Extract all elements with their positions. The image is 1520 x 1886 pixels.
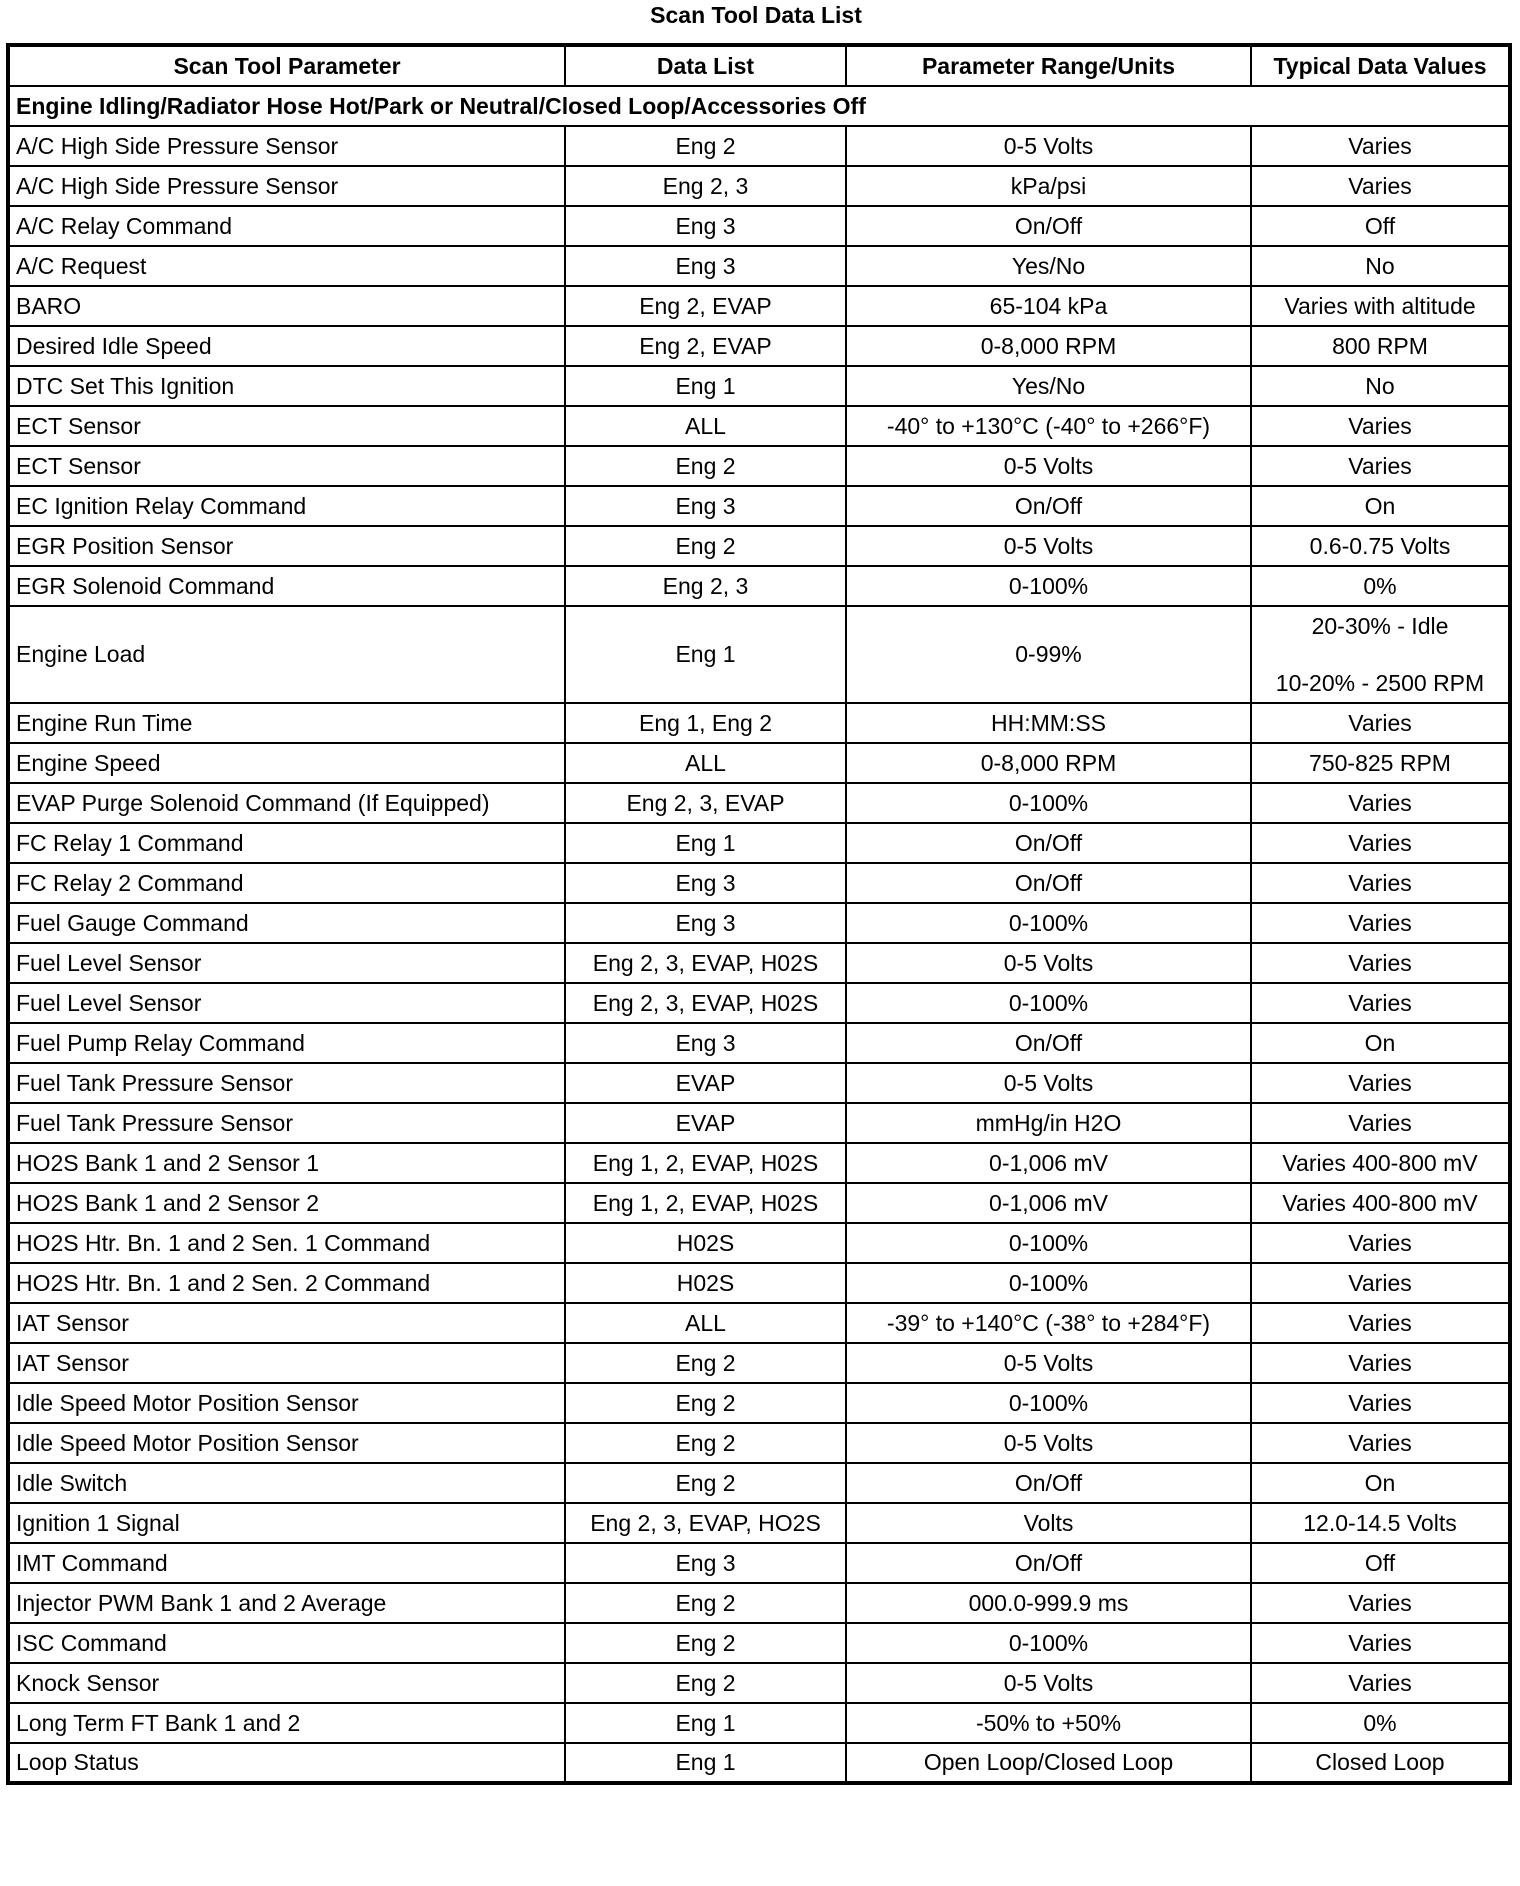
parameter-cell: Fuel Level Sensor (8, 983, 565, 1023)
data-list-cell: Eng 2, 3, EVAP, H02S (565, 943, 846, 983)
typical-value-cell: Off (1251, 1543, 1510, 1583)
parameter-cell: A/C High Side Pressure Sensor (8, 166, 565, 206)
range-units-cell: 0-100% (846, 1623, 1251, 1663)
data-list-cell: EVAP (565, 1103, 846, 1143)
table-row (8, 1623, 1510, 1663)
table-row (8, 1303, 1510, 1343)
data-list-cell: Eng 2 (565, 1583, 846, 1623)
data-list-cell: H02S (565, 1263, 846, 1303)
range-units-cell: mmHg/in H2O (846, 1103, 1251, 1143)
range-units-cell: HH:MM:SS (846, 703, 1251, 743)
range-units-cell: 0-5 Volts (846, 526, 1251, 566)
table-row (8, 406, 1510, 446)
range-units-cell: 0-1,006 mV (846, 1183, 1251, 1223)
table-row (8, 1103, 1510, 1143)
typical-value-cell: 0% (1251, 566, 1510, 606)
range-units-cell: 0-100% (846, 783, 1251, 823)
range-units-cell: On/Off (846, 1463, 1251, 1503)
range-units-cell: On/Off (846, 206, 1251, 246)
table-row (8, 1143, 1510, 1183)
range-units-cell: 0-5 Volts (846, 446, 1251, 486)
typical-value-cell: 750-825 RPM (1251, 743, 1510, 783)
table-row (8, 366, 1510, 406)
data-list-cell: Eng 2, 3, EVAP, H02S (565, 983, 846, 1023)
parameter-cell: IMT Command (8, 1543, 565, 1583)
typical-value-cell: Varies (1251, 783, 1510, 823)
typical-value-cell: Varies (1251, 823, 1510, 863)
parameter-cell: ECT Sensor (8, 406, 565, 446)
typical-value-cell: 0% (1251, 1703, 1510, 1743)
table-row (8, 783, 1510, 823)
range-units-cell: 0-100% (846, 1263, 1251, 1303)
typical-value-line: 20-30% - Idle (1311, 612, 1449, 639)
table-row (8, 1583, 1510, 1623)
data-list-cell: Eng 3 (565, 486, 846, 526)
typical-value-cell: Varies (1251, 1623, 1510, 1663)
parameter-cell: Idle Speed Motor Position Sensor (8, 1423, 565, 1463)
typical-value-cell: Varies (1251, 406, 1510, 446)
parameter-cell: Ignition 1 Signal (8, 1503, 565, 1543)
range-units-cell: 0-99% (846, 606, 1251, 703)
parameter-cell: Fuel Level Sensor (8, 943, 565, 983)
table-row (8, 566, 1510, 606)
typical-value-cell: Varies (1251, 1583, 1510, 1623)
range-units-cell: Yes/No (846, 366, 1251, 406)
parameter-cell: ISC Command (8, 1623, 565, 1663)
data-list-cell: Eng 1, Eng 2 (565, 703, 846, 743)
table-row (8, 1343, 1510, 1383)
range-units-cell: 0-100% (846, 903, 1251, 943)
table-row (8, 863, 1510, 903)
table-row (8, 606, 1510, 703)
typical-value-cell: Varies (1251, 1063, 1510, 1103)
table-row (8, 126, 1510, 166)
table-row (8, 1063, 1510, 1103)
data-list-cell: ALL (565, 743, 846, 783)
table-row (8, 1743, 1510, 1783)
table-row (8, 743, 1510, 783)
range-units-cell: -50% to +50% (846, 1703, 1251, 1743)
parameter-cell: FC Relay 1 Command (8, 823, 565, 863)
range-units-cell: 0-5 Volts (846, 126, 1251, 166)
data-list-cell: Eng 1 (565, 1743, 846, 1783)
typical-value-cell: Varies (1251, 943, 1510, 983)
typical-value-cell: Varies (1251, 1663, 1510, 1703)
parameter-cell: HO2S Htr. Bn. 1 and 2 Sen. 2 Command (8, 1263, 565, 1303)
range-units-cell: 000.0-999.9 ms (846, 1583, 1251, 1623)
data-list-cell: Eng 2, EVAP (565, 286, 846, 326)
column-header-typical-values: Typical Data Values (1251, 45, 1510, 86)
parameter-cell: IAT Sensor (8, 1343, 565, 1383)
range-units-cell: 0-5 Volts (846, 1063, 1251, 1103)
parameter-cell: Engine Load (8, 606, 565, 703)
data-list-cell: Eng 2 (565, 1463, 846, 1503)
range-units-cell: -39° to +140°C (-38° to +284°F) (846, 1303, 1251, 1343)
table-row (8, 903, 1510, 943)
parameter-cell: Fuel Tank Pressure Sensor (8, 1063, 565, 1103)
data-list-cell: Eng 3 (565, 246, 846, 286)
data-list-cell: Eng 3 (565, 1023, 846, 1063)
parameter-cell: Loop Status (8, 1743, 565, 1783)
typical-value-cell (1251, 606, 1510, 703)
range-units-cell: 0-5 Volts (846, 1663, 1251, 1703)
data-list-cell: Eng 3 (565, 206, 846, 246)
typical-value-line: 10-20% - 2500 RPM (1275, 669, 1485, 696)
typical-value-cell: Varies (1251, 983, 1510, 1023)
table-row (8, 526, 1510, 566)
parameter-cell: EGR Solenoid Command (8, 566, 565, 606)
typical-value-cell: Varies (1251, 1263, 1510, 1303)
section-heading: Engine Idling/Radiator Hose Hot/Park or Neutral/Closed Loop/Accessories Off (8, 86, 1510, 126)
table-row (8, 246, 1510, 286)
range-units-cell: On/Off (846, 1023, 1251, 1063)
typical-value-cell: On (1251, 1023, 1510, 1063)
data-list-cell: Eng 2 (565, 1343, 846, 1383)
range-units-cell: Open Loop/Closed Loop (846, 1743, 1251, 1783)
data-list-cell: Eng 1 (565, 606, 846, 703)
data-list-cell: Eng 2, 3, EVAP (565, 783, 846, 823)
typical-value-lines (1258, 613, 1502, 697)
typical-value-cell: Varies (1251, 126, 1510, 166)
parameter-cell: Desired Idle Speed (8, 326, 565, 366)
range-units-cell: On/Off (846, 863, 1251, 903)
typical-value-cell: Varies 400-800 mV (1251, 1183, 1510, 1223)
parameter-cell: EC Ignition Relay Command (8, 486, 565, 526)
typical-value-cell: Varies with altitude (1251, 286, 1510, 326)
table-row (8, 286, 1510, 326)
typical-value-cell: Closed Loop (1251, 1743, 1510, 1783)
parameter-cell: A/C High Side Pressure Sensor (8, 126, 565, 166)
range-units-cell: 65-104 kPa (846, 286, 1251, 326)
table-row (8, 166, 1510, 206)
parameter-cell: FC Relay 2 Command (8, 863, 565, 903)
data-list-cell: Eng 2 (565, 126, 846, 166)
table-row (8, 983, 1510, 1023)
range-units-cell: Volts (846, 1503, 1251, 1543)
table-row (8, 1463, 1510, 1503)
range-units-cell: kPa/psi (846, 166, 1251, 206)
table-header-row (8, 45, 1510, 86)
range-units-cell: 0-100% (846, 1383, 1251, 1423)
range-units-cell: On/Off (846, 823, 1251, 863)
parameter-cell: Idle Switch (8, 1463, 565, 1503)
typical-value-cell: Varies (1251, 703, 1510, 743)
data-list-cell: Eng 1 (565, 823, 846, 863)
range-units-cell: 0-1,006 mV (846, 1143, 1251, 1183)
typical-value-cell: Varies (1251, 1383, 1510, 1423)
typical-value-cell: 800 RPM (1251, 326, 1510, 366)
range-units-cell: 0-100% (846, 1223, 1251, 1263)
data-list-cell: Eng 2, 3 (565, 166, 846, 206)
typical-value-cell: Varies (1251, 446, 1510, 486)
data-list-cell: Eng 2, 3, EVAP, HO2S (565, 1503, 846, 1543)
parameter-cell: HO2S Bank 1 and 2 Sensor 1 (8, 1143, 565, 1183)
parameter-cell: EVAP Purge Solenoid Command (If Equipped) (8, 783, 565, 823)
table-row (8, 446, 1510, 486)
table-row (8, 1543, 1510, 1583)
parameter-cell: Knock Sensor (8, 1663, 565, 1703)
parameter-cell: IAT Sensor (8, 1303, 565, 1343)
table-row (8, 1023, 1510, 1063)
data-list-cell: Eng 2 (565, 446, 846, 486)
range-units-cell: On/Off (846, 1543, 1251, 1583)
data-list-cell: ALL (565, 406, 846, 446)
data-list-cell: Eng 1 (565, 366, 846, 406)
parameter-cell: Fuel Tank Pressure Sensor (8, 1103, 565, 1143)
parameter-cell: HO2S Htr. Bn. 1 and 2 Sen. 1 Command (8, 1223, 565, 1263)
parameter-cell: Fuel Gauge Command (8, 903, 565, 943)
table-row (8, 486, 1510, 526)
typical-value-cell: On (1251, 1463, 1510, 1503)
parameter-cell: EGR Position Sensor (8, 526, 565, 566)
typical-value-cell: No (1251, 246, 1510, 286)
table-row (8, 1383, 1510, 1423)
data-list-cell: Eng 1 (565, 1703, 846, 1743)
typical-value-cell: Varies (1251, 1423, 1510, 1463)
parameter-cell: Injector PWM Bank 1 and 2 Average (8, 1583, 565, 1623)
typical-value-cell: Varies (1251, 863, 1510, 903)
data-list-cell: Eng 3 (565, 903, 846, 943)
page-title: Scan Tool Data List (650, 2, 862, 28)
range-units-cell: 0-8,000 RPM (846, 743, 1251, 783)
table-row (8, 1423, 1510, 1463)
typical-value-cell: Varies (1251, 166, 1510, 206)
data-list-cell: Eng 2 (565, 1663, 846, 1703)
range-units-cell: 0-5 Volts (846, 1423, 1251, 1463)
typical-value-cell: Varies (1251, 1103, 1510, 1143)
typical-value-cell: Varies (1251, 1223, 1510, 1263)
parameter-cell: Engine Speed (8, 743, 565, 783)
typical-value-cell: 0.6-0.75 Volts (1251, 526, 1510, 566)
table-row (8, 703, 1510, 743)
range-units-cell: 0-5 Volts (846, 943, 1251, 983)
range-units-cell: 0-100% (846, 566, 1251, 606)
table-row (8, 1263, 1510, 1303)
table-row (8, 823, 1510, 863)
parameter-cell: DTC Set This Ignition (8, 366, 565, 406)
parameter-cell: Long Term FT Bank 1 and 2 (8, 1703, 565, 1743)
column-header-parameter: Scan Tool Parameter (8, 45, 565, 86)
data-list-cell: Eng 2 (565, 1423, 846, 1463)
range-units-cell: Yes/No (846, 246, 1251, 286)
range-units-cell: -40° to +130°C (-40° to +266°F) (846, 406, 1251, 446)
data-list-cell: Eng 3 (565, 863, 846, 903)
table-row (8, 943, 1510, 983)
range-units-cell: 0-100% (846, 983, 1251, 1023)
table-row (8, 1663, 1510, 1703)
typical-value-cell: On (1251, 486, 1510, 526)
table-row (8, 206, 1510, 246)
parameter-cell: Engine Run Time (8, 703, 565, 743)
parameter-cell: Fuel Pump Relay Command (8, 1023, 565, 1063)
parameter-cell: Idle Speed Motor Position Sensor (8, 1383, 565, 1423)
data-list-cell: ALL (565, 1303, 846, 1343)
table-row (8, 1703, 1510, 1743)
data-list-cell: Eng 2 (565, 1623, 846, 1663)
data-list-cell: Eng 1, 2, EVAP, H02S (565, 1183, 846, 1223)
table-body (8, 86, 1510, 1783)
parameter-cell: A/C Relay Command (8, 206, 565, 246)
typical-value-cell: 12.0-14.5 Volts (1251, 1503, 1510, 1543)
column-header-data-list: Data List (565, 45, 846, 86)
table-row (8, 326, 1510, 366)
data-list-cell: H02S (565, 1223, 846, 1263)
parameter-cell: BARO (8, 286, 565, 326)
typical-value-cell: Varies 400-800 mV (1251, 1143, 1510, 1183)
range-units-cell: 0-5 Volts (846, 1343, 1251, 1383)
data-list-cell: Eng 2 (565, 526, 846, 566)
data-list-cell: Eng 2 (565, 1383, 846, 1423)
range-units-cell: 0-8,000 RPM (846, 326, 1251, 366)
data-list-cell: Eng 2, EVAP (565, 326, 846, 366)
typical-value-cell: Varies (1251, 1303, 1510, 1343)
data-list-cell: Eng 2, 3 (565, 566, 846, 606)
section-row (8, 86, 1510, 126)
data-list-cell: EVAP (565, 1063, 846, 1103)
table-row (8, 1503, 1510, 1543)
parameter-cell: A/C Request (8, 246, 565, 286)
typical-value-cell: No (1251, 366, 1510, 406)
table-row (8, 1183, 1510, 1223)
range-units-cell: On/Off (846, 486, 1251, 526)
parameter-cell: ECT Sensor (8, 446, 565, 486)
typical-value-cell: Varies (1251, 903, 1510, 943)
table-row (8, 1223, 1510, 1263)
column-header-range-units: Parameter Range/Units (846, 45, 1251, 86)
parameter-cell: HO2S Bank 1 and 2 Sensor 2 (8, 1183, 565, 1223)
typical-value-cell: Varies (1251, 1343, 1510, 1383)
typical-value-cell: Off (1251, 206, 1510, 246)
scan-tool-data-table (6, 43, 1512, 1785)
data-list-cell: Eng 3 (565, 1543, 846, 1583)
data-list-cell: Eng 1, 2, EVAP, H02S (565, 1143, 846, 1183)
